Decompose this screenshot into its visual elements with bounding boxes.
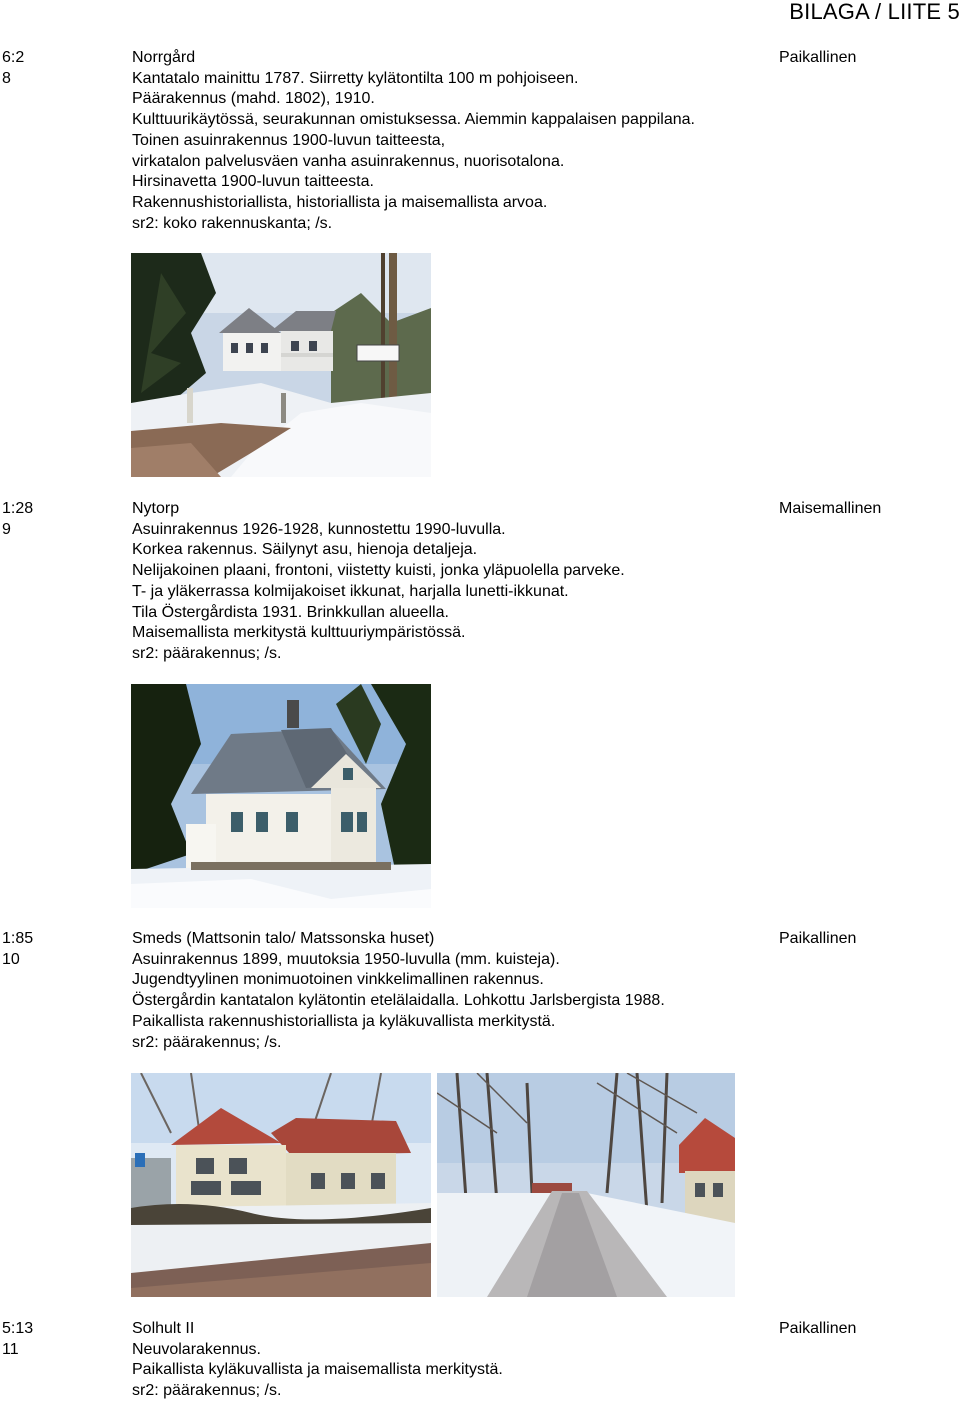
description-line: Tila Östergårdista 1931. Brinkkullan alueella. bbox=[132, 603, 449, 621]
description-line: Korkea rakennus. Säilynyt asu, hienoja detaljeja. bbox=[132, 541, 478, 559]
entry-code-block bbox=[2, 929, 122, 970]
entry-description bbox=[132, 1340, 772, 1402]
description-line: sr2: päärakennus; /s. bbox=[132, 644, 282, 662]
photo-norrgard bbox=[131, 253, 431, 477]
description-line: Paikallista kyläkuvallista ja maisemallista merkitystä. bbox=[132, 1361, 503, 1379]
entry-classification: Maisemallinen bbox=[779, 500, 882, 517]
entry-description bbox=[132, 520, 772, 665]
entry-code-block bbox=[2, 1319, 122, 1360]
entry-classification: Paikallinen bbox=[779, 930, 857, 947]
entry-name: Smeds (Mattsonin talo/ Matssonska huset) bbox=[132, 930, 435, 947]
description-line: Kantatalo mainittu 1787. Siirretty kylätontilta 100 m pohjoiseen. bbox=[132, 69, 579, 87]
description-line: sr2: koko rakennuskanta; /s. bbox=[132, 214, 333, 232]
entry-code: 1:28 bbox=[2, 500, 34, 517]
photo-smeds-house bbox=[131, 1073, 431, 1297]
description-line: sr2: päärakennus; /s. bbox=[132, 1033, 282, 1051]
entry-description bbox=[132, 950, 772, 1054]
description-line: Jugendtyylinen monimuotoinen vinkkelimallinen rakennus. bbox=[132, 971, 544, 989]
description-line: Neuvolarakennus. bbox=[132, 1340, 261, 1358]
entry-classification: Paikallinen bbox=[779, 49, 857, 66]
entry-code: 5:13 bbox=[2, 1320, 34, 1337]
description-line: Asuinrakennus 1926-1928, kunnostettu 1990-luvulla. bbox=[132, 520, 506, 538]
entry-code-block bbox=[2, 499, 122, 540]
entry-classification: Paikallinen bbox=[779, 1320, 857, 1337]
description-line: Kulttuurikäytössä, seurakunnan omistuksessa. Aiemmin kappalaisen pappilana. bbox=[132, 111, 695, 129]
entry-number: 10 bbox=[2, 950, 20, 968]
description-line: Asuinrakennus 1899, muutoksia 1950-luvulla (mm. kuisteja). bbox=[132, 950, 560, 968]
photo-nytorp bbox=[131, 684, 431, 908]
description-line: T- ja yläkerrassa kolmijakoiset ikkunat, harjalla lunetti-ikkunat. bbox=[132, 582, 569, 600]
page-header: BILAGA / LIITE 5 bbox=[789, 0, 960, 24]
description-line: Päärakennus (mahd. 1802), 1910. bbox=[132, 90, 375, 108]
entry-code: 1:85 bbox=[2, 930, 34, 947]
photo-smeds-road bbox=[437, 1073, 735, 1297]
entry-code-block bbox=[2, 48, 122, 89]
description-line: Toinen asuinrakennus 1900-luvun taitteesta, bbox=[132, 131, 446, 149]
entry-name: Solhult II bbox=[132, 1320, 195, 1337]
entry-name: Nytorp bbox=[132, 500, 180, 517]
description-line: Östergårdin kantatalon kylätontin etelälaidalla. Lohkottu Jarlsbergista 1988. bbox=[132, 992, 665, 1010]
entry-code: 6:2 bbox=[2, 49, 25, 66]
description-line: Nelijakoinen plaani, frontoni, viistetty kuisti, jonka yläpuolella parveke. bbox=[132, 562, 625, 580]
description-line: sr2: päärakennus; /s. bbox=[132, 1382, 282, 1400]
entry-number: 11 bbox=[2, 1340, 19, 1358]
entry-description bbox=[132, 69, 772, 235]
description-line: Rakennushistoriallista, historiallista ja maisemallista arvoa. bbox=[132, 193, 548, 211]
description-line: Maisemallista merkitystä kulttuuriympäristössä. bbox=[132, 624, 466, 642]
description-line: Hirsinavetta 1900-luvun taitteesta. bbox=[132, 173, 374, 191]
entry-number: 8 bbox=[2, 69, 11, 87]
description-line: virkatalon palvelusväen vanha asuinrakennus, nuorisotalona. bbox=[132, 152, 565, 170]
entry-name: Norrgård bbox=[132, 49, 196, 66]
description-line: Paikallista rakennushistoriallista ja kyläkuvallista merkitystä. bbox=[132, 1012, 556, 1030]
entry-number: 9 bbox=[2, 520, 11, 538]
